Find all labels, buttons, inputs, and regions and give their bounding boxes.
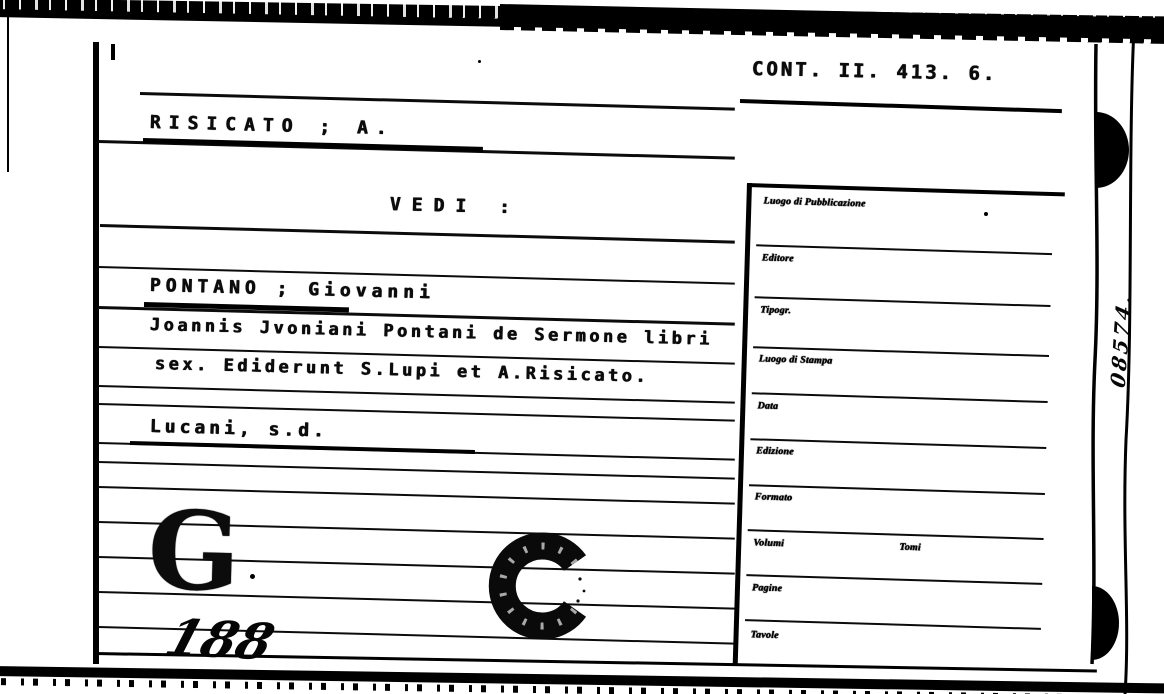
scan-left-edge-line: [7, 8, 9, 172]
referenced-author: PONTANO ; Giovanni: [149, 275, 435, 304]
ink-speck: [250, 574, 255, 579]
panel-field-label: Pagine: [751, 582, 783, 595]
panel-rule: [750, 438, 1046, 449]
see-reference-label: VEDI :: [389, 194, 521, 219]
ink-stamp: [485, 527, 607, 647]
handwritten-number: 188: [159, 607, 282, 672]
classification-number: CONT. II. 413. 6.: [751, 58, 998, 86]
imprint-underline: [130, 441, 475, 454]
card-left-border: [93, 42, 99, 664]
panel-rule: [756, 244, 1052, 255]
panel-field-label: Luogo di Stampa: [758, 353, 833, 367]
panel-field-label: Tavole: [750, 629, 779, 642]
margin-handwritten-number: 08574.: [1105, 289, 1137, 391]
ruled-line: [98, 461, 735, 480]
section-letter-stamp: G: [146, 487, 242, 617]
panel-rule: [749, 484, 1045, 495]
panel-field-label: Edizione: [755, 445, 794, 458]
ruled-line: [140, 92, 735, 111]
panel-field-label-tomi: Tomi: [899, 541, 921, 554]
panel-rule: [745, 619, 1041, 630]
bibliographic-field-panel: [733, 183, 1065, 673]
title-line-1: Joannis Jvoniani Pontani de Sermone libri: [149, 315, 713, 350]
punch-blob-top: [1096, 112, 1129, 188]
punch-blob-bottom: [1092, 586, 1119, 660]
panel-rule: [748, 529, 1044, 540]
classification-underline: [740, 99, 1062, 113]
heading-author: RISICATO ; A.: [149, 112, 395, 140]
stray-mark: [111, 44, 115, 60]
panel-rule: [755, 296, 1051, 307]
imprint: Lucani, s.d.: [149, 416, 328, 442]
title-line-2: sex. Ediderunt S.Lupi et A.Risicato.: [154, 354, 650, 387]
panel-field-label: Volumi: [753, 537, 785, 550]
panel-rule: [752, 392, 1048, 403]
panel-field-label: Luogo di Pubblicazione: [763, 195, 866, 210]
panel-field-label: Editore: [761, 252, 794, 265]
ink-speck: [478, 60, 481, 63]
panel-rule: [746, 574, 1042, 585]
panel-field-label: Data: [757, 400, 779, 413]
ruled-line: [98, 385, 735, 404]
panel-field-label: Formato: [754, 491, 793, 504]
panel-field-label: Tipogr.: [760, 304, 792, 317]
ruled-line: [100, 224, 735, 244]
